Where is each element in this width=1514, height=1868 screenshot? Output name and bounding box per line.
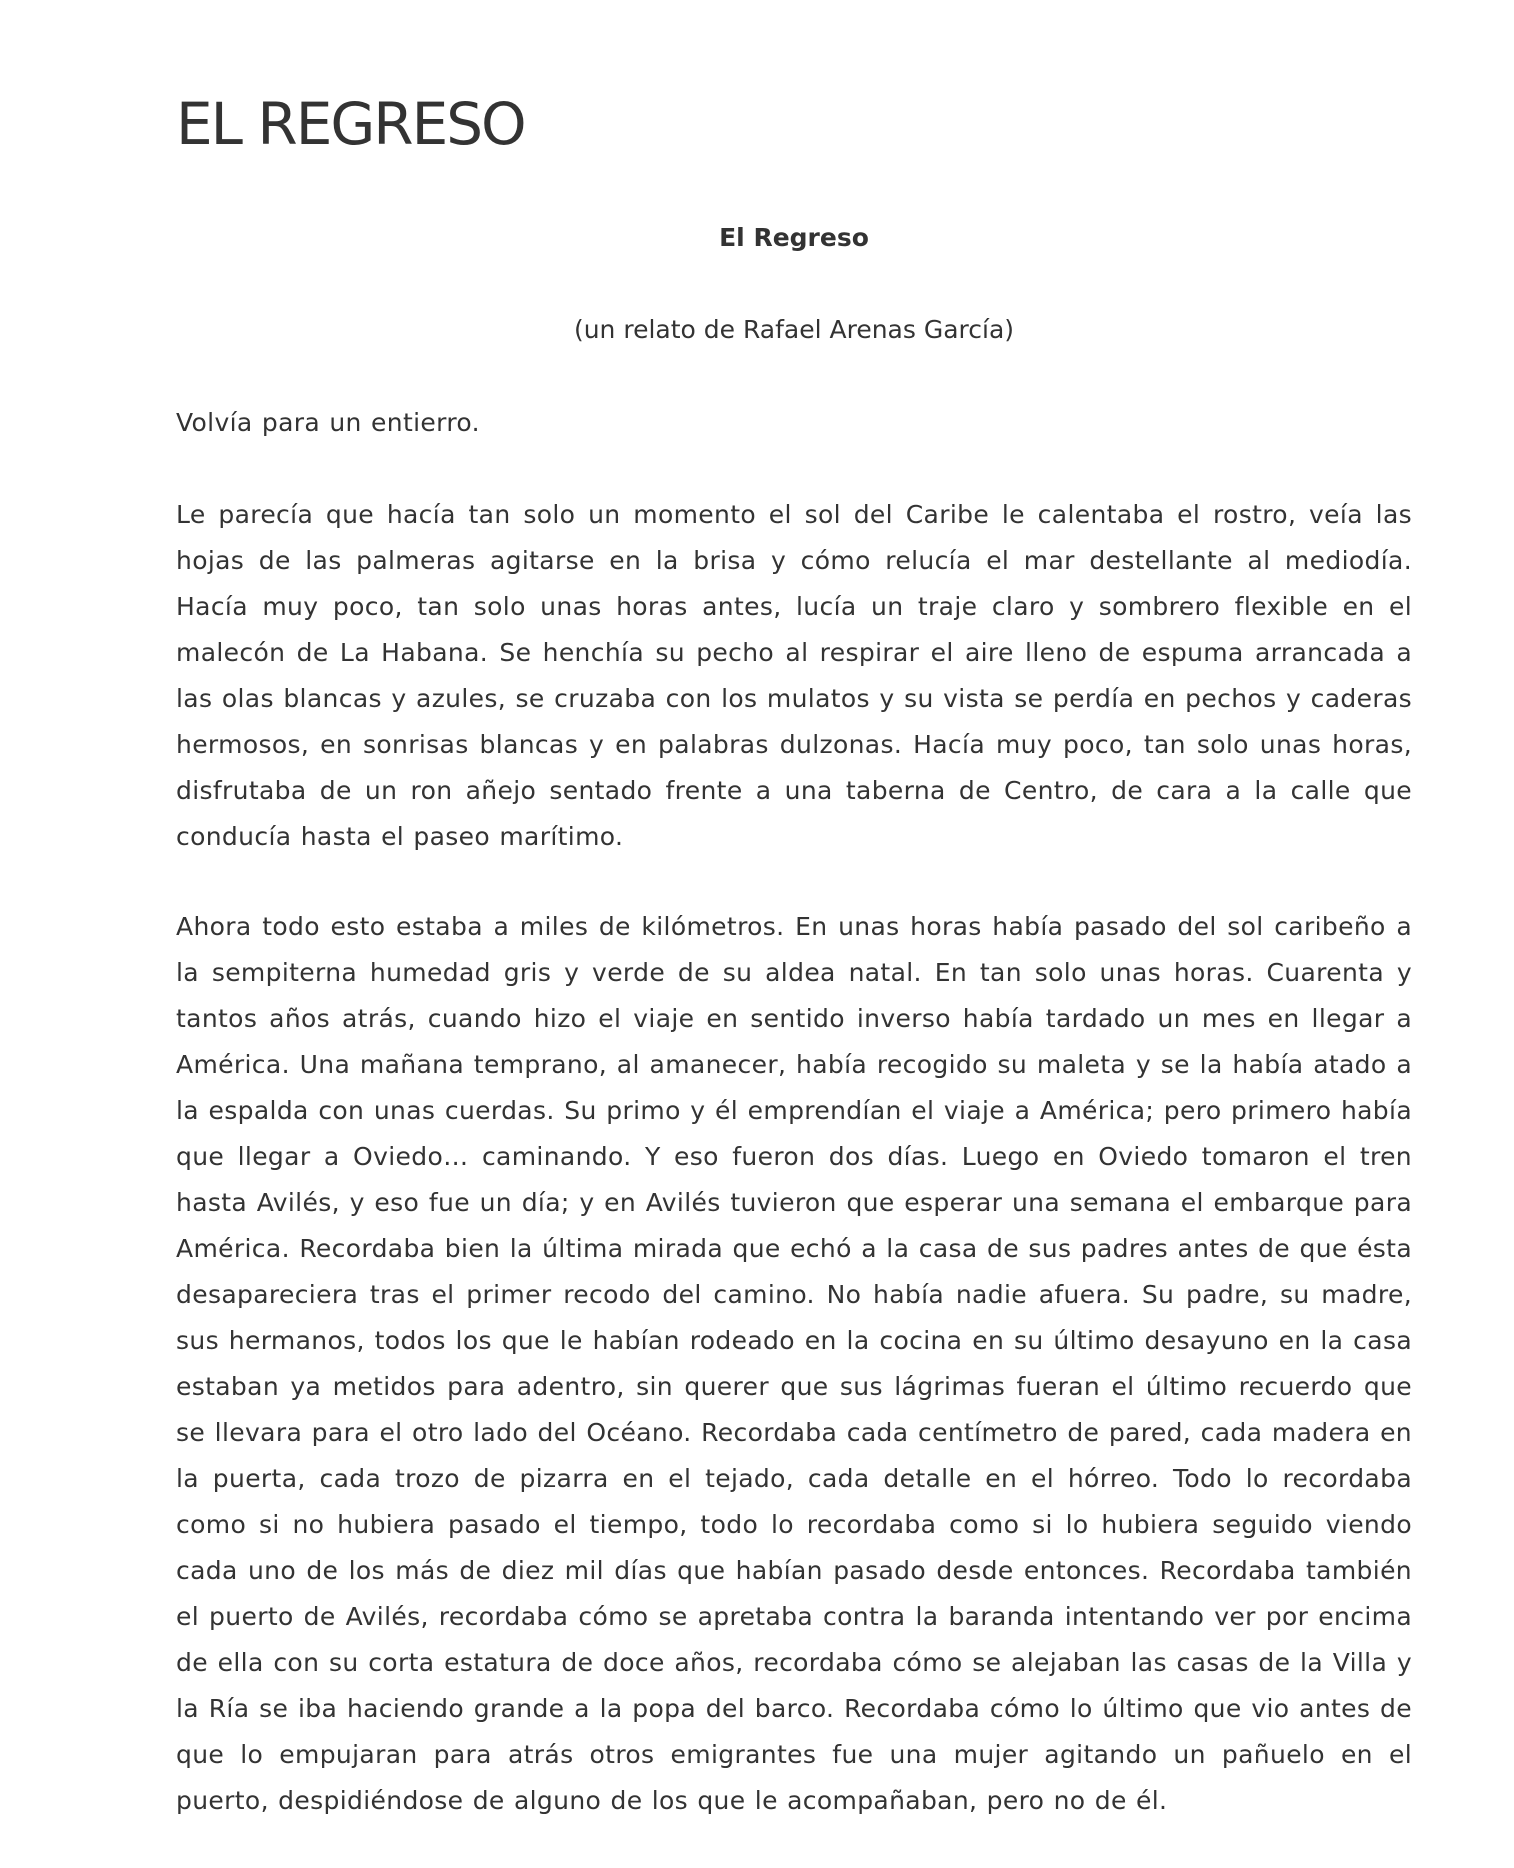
story-paragraph: Ahora todo esto estaba a miles de kilómetros. En unas horas había pasado del sol caribeño a la sempiterna humedad gris y verde de su aldea natal. En tan solo unas horas. Cuarenta y tantos años atrás, cuando hizo el viaje en sentido inverso había tardado un mes en llegar a América. Una mañana temprano, al amanecer, había recogido su maleta y se la había atado a la espalda con unas cuerdas. Su primo y él emprendían el viaje a América; pero primero había que llegar a Oviedo… caminando. Y eso fueron dos días. Luego en Oviedo tomaron el tren hasta Avilés, y eso fue un día; y en Avilés tuvieron que esperar una semana el embarque para América. Recordaba bien la última mirada que echó a la casa de sus padres antes de que ésta desapareciera tras el primer recodo del camino. No había nadie afuera. Su padre, su madre, sus hermanos, todos los que le habían rodeado en la cocina en su último desayuno en la casa estaban ya metidos para adentro, sin querer que sus lágrimas fueran el último recuerdo que se llevara para el otro lado del Océano. Recordaba cada centímetro de pared, cada madera en la puerta, cada trozo de pizarra en el tejado, cada detalle en el hórreo. Todo lo recordaba como si no hubiera pasado el tiempo, todo lo recordaba como si lo hubiera seguido viendo cada uno de los más de diez mil días que habían pasado desde entonces. Recordaba también el puerto de Avilés, recordaba cómo se apretaba contra la baranda intentando ver por encima de ella con su corta estatura de doce años, recordaba cómo se alejaban las casas de la Villa y la Ría se iba haciendo grande a la popa del barco. Recordaba cómo lo último que vio antes de que lo empujaran para atrás otros emigrantes fue una mujer agitando un pañuelo en el puerto, despidiéndose de alguno de los que le acompañaban, pero no de él. <box>176 912 1412 1815</box>
story-byline: (un relato de Rafael Arenas García) <box>573 315 1015 344</box>
story-subtitle: El Regreso <box>719 223 869 252</box>
story-paragraph: Le parecía que hacía tan solo un momento el sol del Caribe le calentaba el rostro, veía las hojas de las palmeras agitarse en la brisa y cómo relucía el mar destellante al mediodía. Hacía muy poco, tan solo unas horas antes, lucía un traje claro y sombrero flexible en el malecón de La Habana. Se henchía su pecho al respirar el aire lleno de espuma arrancada a las olas blancas y azules, se cruzaba con los mulatos y su vista se perdía en pechos y caderas hermosos, en sonrisas blancas y en palabras dulzonas. Hacía muy poco, tan solo unas horas, disfrutaba de un ron añejo sentado frente a una taberna de Centro, de cara a la calle que conducía hasta el paseo marítimo. <box>176 500 1412 851</box>
page-title: EL REGRESO <box>176 90 525 158</box>
story-paragraph: Volvía para un entierro. <box>176 408 480 437</box>
